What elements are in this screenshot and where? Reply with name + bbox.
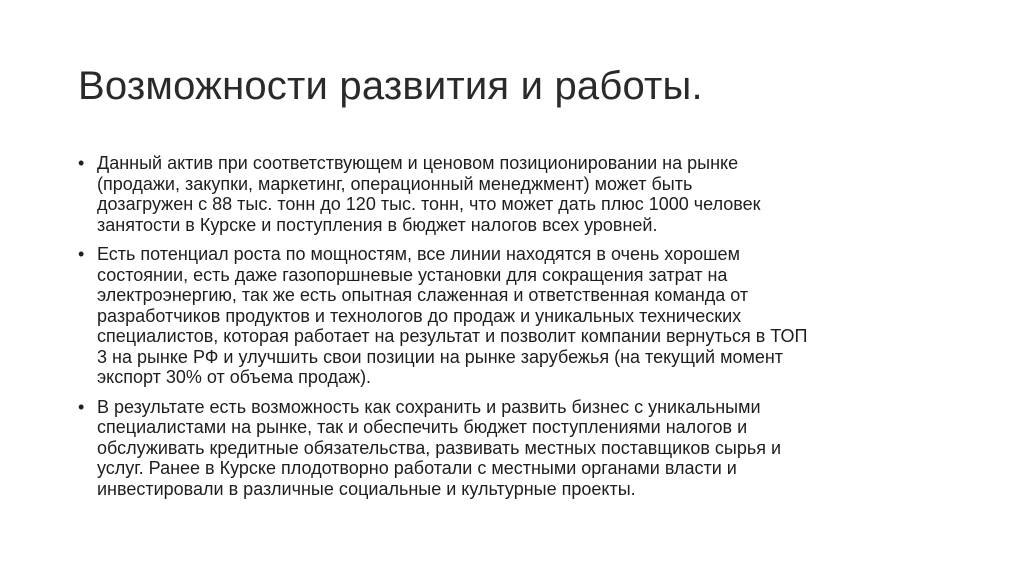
text-line: специалистов, которая работает на результат и позволит компании вернуться в ТОП [97,326,808,346]
text-line: Данный актив при соответствующем и ценовом позиционировании на рынке [97,153,739,173]
slide-title: Возможности развития и работы. [78,64,703,108]
text-line: разработчиков продуктов и технологов до продаж и уникальных технических [97,305,742,326]
text-line: электроэнергию, так же есть опытная слаженная и ответственная команда от [97,285,749,305]
bullet-text [97,153,958,235]
bullet-text [97,244,958,388]
text-line: Есть потенциал роста по мощностям, все линии находятся в очень хорошем [97,244,740,264]
bullet-text [97,397,958,500]
bullet-item-1 [78,153,958,235]
text-line: услуг. Ранее в Курске плодотворно работали с местными органами власти и [97,458,737,478]
bullet-dot-icon: • [78,244,85,264]
text-line: состоянии, есть даже газопоршневые установки для сокращения затрат на [97,264,728,285]
bullet-item-3 [78,397,958,500]
text-line: обслуживать кредитные обязательства, развивать местных поставщиков сырья и [97,437,782,458]
bullet-dot-icon: • [78,396,85,417]
bullet-list [78,153,958,508]
text-line: занятости в Курске и поступления в бюджет налогов всех уровней. [97,214,658,235]
bullet-dot-icon: • [78,153,85,173]
text-line: специалистами на рынке, так и обеспечить бюджет поступлениями налогов и [97,417,748,437]
text-line: дозагружен с 88 тыс. тонн до 120 тыс. тонн, что может дать плюс 1000 человек [97,194,761,214]
text-line: В результате есть возможность как сохранить и развить бизнес с уникальными [97,396,761,417]
text-line: 3 на рынке РФ и улучшить свои позиции на рынке зарубежья (на текущий момент [97,346,784,367]
text-line: (продажи, закупки, маркетинг, операционный менеджмент) может быть [97,173,693,194]
text-line: экспорт 30% от объема продаж). [97,367,372,387]
text-line: инвестировали в различные социальные и культурные проекты. [97,478,636,499]
bullet-item-2 [78,244,958,388]
